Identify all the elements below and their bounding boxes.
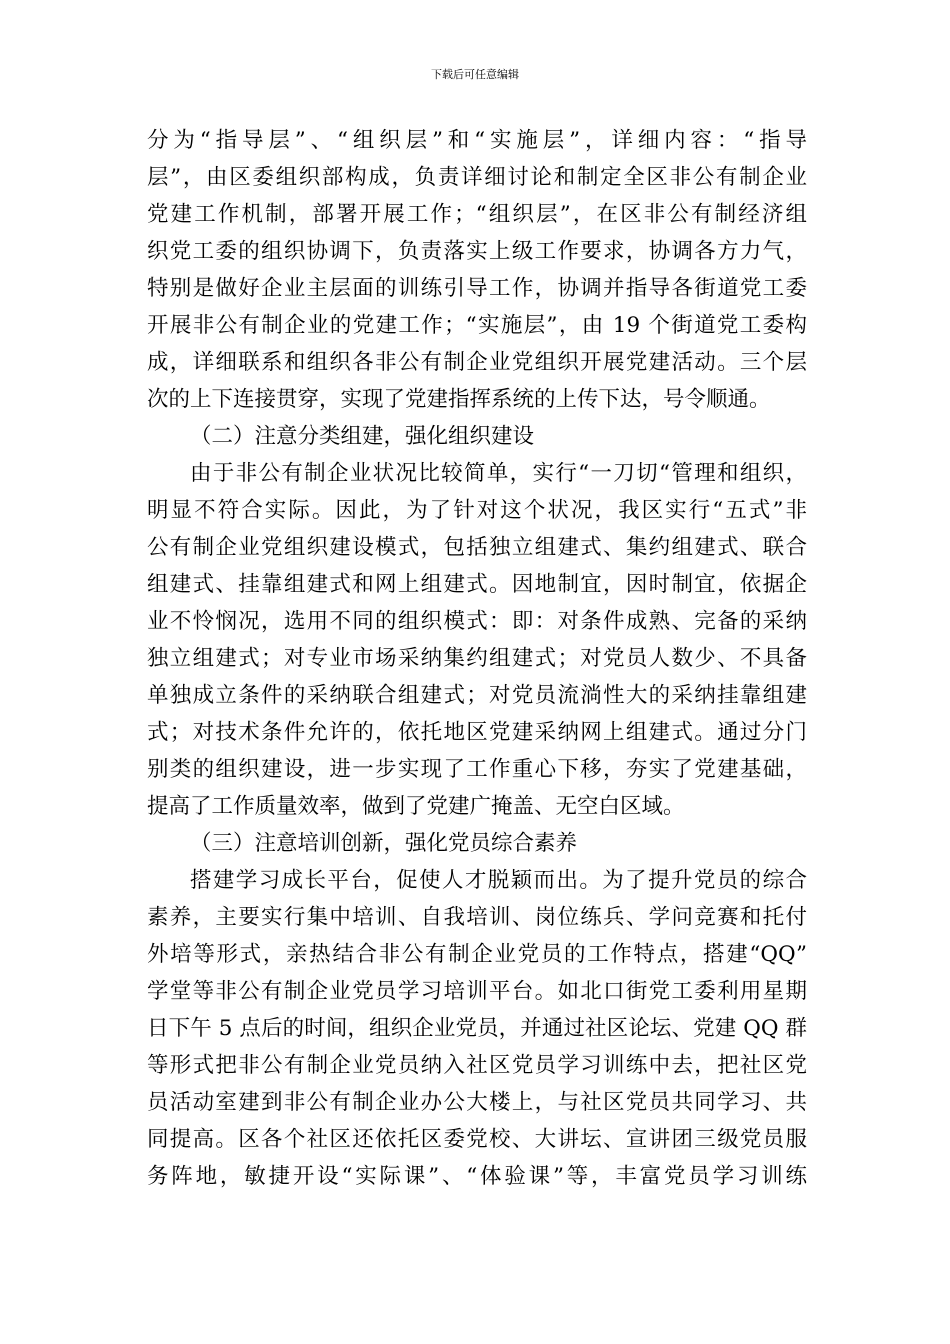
text-line: （三）注意培训创新，强化党员综合素养 — [190, 831, 578, 856]
text-line: （二）注意分类组建，强化组织建设 — [190, 424, 535, 449]
text-line: 明显不符合实际。因此，为了针对这个状况，我区实行“五式”非 — [147, 498, 807, 523]
text-line: 单独成立条件的采纳联合组建式；对党员流淌性大的采纳挂靠组建 — [147, 683, 807, 708]
page-header: 下载后可任意编辑 — [431, 68, 519, 81]
text-line: 开展非公有制企业的党建工作；“实施层”，由 19 个街道党工委构 — [147, 313, 807, 338]
text-line: 员活动室建到非公有制企业办公大楼上，与社区党员共同学习、共 — [147, 1090, 807, 1115]
text-line: 独立组建式；对专业市场采纳集约组建式；对党员人数少、不具备 — [147, 646, 807, 671]
text-line: 党建工作机制，部署开展工作；“组织层”，在区非公有制经济组 — [147, 202, 807, 227]
text-line: 织党工委的组织协调下，负责落实上级工作要求，协调各方力气， — [147, 239, 807, 264]
text-line: 日下午 5 点后的时间，组织企业党员，并通过社区论坛、党建 QQ 群 — [147, 1016, 807, 1041]
text-line: 学堂等非公有制企业党员学习培训平台。如北口街党工委利用星期 — [147, 979, 807, 1004]
text-line: 层”，由区委组织部构成，负责详细讨论和制定全区非公有制企业 — [147, 165, 807, 190]
text-line: 外培等形式，亲热结合非公有制企业党员的工作特点，搭建“QQ” — [147, 942, 807, 967]
document-body — [147, 122, 807, 1195]
text-line: 特别是做好企业主层面的训练引导工作，协调并指导各街道党工委 — [147, 276, 807, 301]
text-line: 分为“指导层”、“组织层”和“实施层”，详细内容：“指导 — [147, 128, 807, 153]
text-line: 次的上下连接贯穿，实现了党建指挥系统的上传下达，号令顺通。 — [147, 387, 771, 412]
text-line: 提高了工作质量效率，做到了党建广掩盖、无空白区域。 — [147, 794, 685, 819]
text-line: 等形式把非公有制企业党员纳入社区党员学习训练中去，把社区党 — [147, 1053, 807, 1078]
text-line: 业不怜悯况，选用不同的组织模式：即：对条件成熟、完备的采纳 — [147, 609, 807, 634]
text-line: 组建式、挂靠组建式和网上组建式。因地制宜，因时制宜，依据企 — [147, 572, 807, 597]
text-line: 素养，主要实行集中培训、自我培训、岗位练兵、学问竞赛和托付 — [147, 905, 807, 930]
text-line: 同提高。区各个社区还依托区委党校、大讲坛、宣讲团三级党员服 — [147, 1127, 807, 1152]
text-line: 搭建学习成长平台，促使人才脱颖而出。为了提升党员的综合 — [190, 868, 807, 893]
text-line: 式；对技术条件允许的，依托地区党建采纳网上组建式。通过分门 — [147, 720, 807, 745]
text-line: 公有制企业党组织建设模式，包括独立组建式、集约组建式、联合 — [147, 535, 807, 560]
text-line: 别类的组织建设，进一步实现了工作重心下移，夯实了党建基础， — [147, 757, 807, 782]
text-line: 由于非公有制企业状况比较简单，实行“一刀切“管理和组织， — [190, 461, 807, 486]
text-line: 成，详细联系和组织各非公有制企业党组织开展党建活动。三个层 — [147, 350, 807, 375]
text-line: 务阵地，敏捷开设“实际课”、“体验课”等，丰富党员学习训练 — [147, 1164, 807, 1189]
